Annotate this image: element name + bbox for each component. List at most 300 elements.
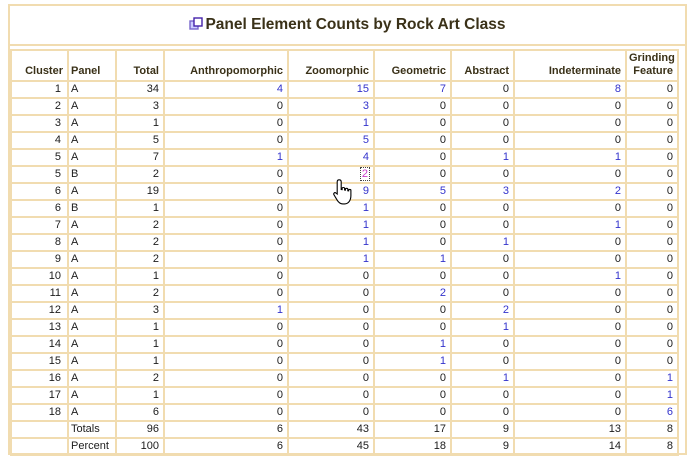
count-cell (164, 200, 288, 217)
total-cell: 19 (116, 183, 164, 200)
cluster-cell: 2 (11, 98, 68, 115)
column-header-abstract: Abstract (451, 50, 514, 81)
count-value: 0 (614, 253, 621, 265)
cluster-cell: 8 (11, 234, 68, 251)
count-cell (374, 285, 451, 302)
count-value: 0 (614, 389, 621, 401)
count-cell (374, 234, 451, 251)
count-value: 0 (666, 270, 673, 282)
table-row (11, 166, 678, 183)
count-cell (374, 183, 451, 200)
total-cell: 2 (116, 217, 164, 234)
count-cell (451, 132, 514, 149)
count-cell (514, 302, 626, 319)
total-cell: 3 (116, 98, 164, 115)
table-row (11, 268, 678, 285)
count-link[interactable]: 1 (502, 151, 509, 163)
panel-cell: A (68, 132, 116, 149)
count-link[interactable]: 1 (362, 253, 369, 265)
total-cell: 6 (116, 404, 164, 421)
count-value: 0 (502, 270, 509, 282)
count-cell (626, 81, 678, 98)
cluster-cell: 1 (11, 81, 68, 98)
count-cell (626, 285, 678, 302)
count-cell (514, 98, 626, 115)
count-cell (626, 200, 678, 217)
count-cell (374, 387, 451, 404)
count-cell (514, 319, 626, 336)
count-cell (514, 115, 626, 132)
count-cell (374, 98, 451, 115)
cluster-cell: 18 (11, 404, 68, 421)
count-value: 0 (666, 134, 673, 146)
total-cell: 2 (116, 370, 164, 387)
count-cell (514, 370, 626, 387)
count-link[interactable]: 15 (356, 83, 369, 95)
count-value: 0 (666, 219, 673, 231)
count-cell (514, 387, 626, 404)
count-value: 0 (502, 338, 509, 350)
count-cell (374, 268, 451, 285)
count-value: 0 (614, 117, 621, 129)
count-cell (374, 81, 451, 98)
table-row (11, 234, 678, 251)
count-value: 0 (614, 355, 621, 367)
panel-cell: B (68, 166, 116, 183)
count-cell (514, 166, 626, 183)
count-link[interactable]: 1 (666, 372, 673, 384)
count-value: 0 (666, 321, 673, 333)
total-cell: 1 (116, 336, 164, 353)
count-cell (451, 353, 514, 370)
count-cell (626, 353, 678, 370)
panel-cell: A (68, 98, 116, 115)
count-cell (514, 200, 626, 217)
count-link[interactable]: 1 (362, 219, 369, 231)
count-value: 0 (666, 100, 673, 112)
count-cell (288, 98, 374, 115)
count-link[interactable]: 5 (362, 134, 369, 146)
count-value: 0 (276, 236, 283, 248)
count-link[interactable]: 3 (362, 100, 369, 112)
total-cell: 2 (116, 251, 164, 268)
summary-count-cell: 6 (164, 438, 288, 455)
panel-cell: A (68, 115, 116, 132)
count-cell (164, 81, 288, 98)
panel-cell: A (68, 149, 116, 166)
count-value: 0 (666, 168, 673, 180)
count-value: 0 (276, 100, 283, 112)
count-cell (626, 404, 678, 421)
total-cell: 2 (116, 234, 164, 251)
count-value: 0 (439, 151, 446, 163)
count-value: 0 (502, 355, 509, 367)
count-cell (626, 336, 678, 353)
count-value: 0 (276, 117, 283, 129)
count-link[interactable]: 1 (502, 372, 509, 384)
count-value: 0 (666, 185, 673, 197)
summary-count-cell: 17 (374, 421, 451, 438)
cluster-cell: 6 (11, 183, 68, 200)
count-cell (451, 115, 514, 132)
count-value: 0 (666, 236, 673, 248)
table-row (11, 251, 678, 268)
cluster-cell: 9 (11, 251, 68, 268)
count-link[interactable]: 1 (276, 304, 283, 316)
summary-count-cell: 45 (288, 438, 374, 455)
table-row (11, 98, 678, 115)
count-cell (374, 353, 451, 370)
count-value: 0 (276, 321, 283, 333)
count-value: 0 (614, 304, 621, 316)
count-value: 0 (502, 117, 509, 129)
count-value: 0 (276, 134, 283, 146)
summary-count-cell: 14 (514, 438, 626, 455)
table-row (11, 353, 678, 370)
total-cell: 2 (116, 285, 164, 302)
panel-cell: A (68, 251, 116, 268)
count-cell (374, 319, 451, 336)
count-cell (374, 302, 451, 319)
count-value: 0 (439, 219, 446, 231)
count-link[interactable]: 1 (614, 151, 621, 163)
count-cell (164, 336, 288, 353)
table-row (11, 217, 678, 234)
count-link[interactable]: 1 (439, 338, 446, 350)
count-cell (288, 200, 374, 217)
empty-cluster-cell (11, 438, 68, 455)
summary-count-cell: 13 (514, 421, 626, 438)
count-cell (626, 387, 678, 404)
count-value: 0 (276, 219, 283, 231)
count-cell (164, 132, 288, 149)
count-link[interactable]: 2 (361, 168, 368, 180)
total-cell: 1 (116, 353, 164, 370)
count-value: 0 (439, 168, 446, 180)
count-cell (514, 336, 626, 353)
count-cell (164, 353, 288, 370)
cluster-cell: 16 (11, 370, 68, 387)
count-value: 0 (502, 83, 509, 95)
count-value: 0 (614, 236, 621, 248)
count-value: 0 (614, 134, 621, 146)
empty-cluster-cell (11, 421, 68, 438)
count-value: 0 (614, 168, 621, 180)
count-cell (288, 285, 374, 302)
count-cell (288, 115, 374, 132)
count-link[interactable]: 8 (614, 83, 621, 95)
count-cell (374, 251, 451, 268)
total-cell: 1 (116, 319, 164, 336)
count-value: 0 (439, 321, 446, 333)
total-cell: 1 (116, 200, 164, 217)
total-cell: 1 (116, 268, 164, 285)
count-link[interactable]: 2 (502, 304, 509, 316)
count-link[interactable]: 7 (439, 83, 446, 95)
count-cell (288, 268, 374, 285)
count-cell (451, 285, 514, 302)
count-link[interactable]: 1 (502, 236, 509, 248)
summary-total-cell: 100 (116, 438, 164, 455)
count-value: 0 (502, 389, 509, 401)
count-value: 0 (502, 134, 509, 146)
count-cell (374, 166, 451, 183)
count-value: 0 (666, 253, 673, 265)
count-cell (288, 81, 374, 98)
column-header-indeterminate: Indeterminate (514, 50, 626, 81)
count-cell (164, 370, 288, 387)
count-value: 0 (439, 202, 446, 214)
column-header-zoomorphic: Zoomorphic (288, 50, 374, 81)
table-row (11, 132, 678, 149)
count-cell (164, 268, 288, 285)
count-value: 0 (666, 338, 673, 350)
count-value: 0 (362, 321, 369, 333)
report-title-bar (10, 6, 685, 46)
count-link[interactable]: 1 (362, 117, 369, 129)
report-frame (8, 4, 687, 455)
count-cell (164, 387, 288, 404)
count-cell (164, 149, 288, 166)
count-cell (451, 98, 514, 115)
total-cell: 3 (116, 302, 164, 319)
table-row (11, 200, 678, 217)
count-link[interactable]: 5 (439, 185, 446, 197)
summary-count-cell: 43 (288, 421, 374, 438)
count-cell (514, 353, 626, 370)
column-header-cluster: Cluster (11, 50, 68, 81)
summary-label-cell: Totals (68, 421, 116, 438)
count-cell (626, 183, 678, 200)
panel-cell: A (68, 81, 116, 98)
count-cell (626, 149, 678, 166)
count-cell (288, 132, 374, 149)
count-value: 0 (666, 287, 673, 299)
panel-cell: A (68, 183, 116, 200)
count-link[interactable]: 1 (614, 270, 621, 282)
count-value: 0 (614, 338, 621, 350)
summary-count-cell: 9 (451, 421, 514, 438)
count-cell (514, 285, 626, 302)
count-cell (451, 81, 514, 98)
panel-cell: A (68, 404, 116, 421)
cluster-cell: 4 (11, 132, 68, 149)
panel-cell: A (68, 234, 116, 251)
count-cell (374, 404, 451, 421)
column-header-panel: Panel (68, 50, 116, 81)
count-link[interactable]: 4 (276, 83, 283, 95)
summary-count-cell: 8 (626, 421, 678, 438)
header-row (11, 50, 678, 81)
count-cell (288, 302, 374, 319)
count-value: 0 (614, 202, 621, 214)
count-cell (164, 285, 288, 302)
count-value: 0 (276, 338, 283, 350)
column-header-total: Total (116, 50, 164, 81)
count-cell (451, 183, 514, 200)
column-header-grinding-feature: Grinding Feature (626, 50, 678, 81)
count-cell (164, 217, 288, 234)
count-value: 0 (666, 304, 673, 316)
count-value: 0 (439, 134, 446, 146)
panel-element-counts-table (10, 49, 679, 456)
summary-total-cell: 96 (116, 421, 164, 438)
count-cell (374, 115, 451, 132)
total-cell: 1 (116, 115, 164, 132)
count-value: 0 (439, 389, 446, 401)
cluster-cell: 6 (11, 200, 68, 217)
count-cell (164, 404, 288, 421)
count-link[interactable]: 1 (276, 151, 283, 163)
count-cell (626, 319, 678, 336)
table-row (11, 302, 678, 319)
table-row (11, 319, 678, 336)
summary-count-cell: 8 (626, 438, 678, 455)
cluster-cell: 13 (11, 319, 68, 336)
panel-cell: A (68, 268, 116, 285)
count-link[interactable]: 3 (502, 185, 509, 197)
count-cell (288, 183, 374, 200)
count-cell (451, 370, 514, 387)
count-link[interactable]: 6 (666, 406, 673, 418)
count-link[interactable]: 4 (362, 151, 369, 163)
count-cell (514, 404, 626, 421)
count-link[interactable]: 1 (439, 355, 446, 367)
cluster-cell: 10 (11, 268, 68, 285)
count-cell (374, 200, 451, 217)
count-value: 0 (362, 355, 369, 367)
count-value: 0 (362, 372, 369, 384)
count-value: 0 (614, 321, 621, 333)
count-cell (288, 166, 374, 183)
count-value: 0 (276, 270, 283, 282)
count-value: 0 (276, 287, 283, 299)
cluster-cell: 5 (11, 149, 68, 166)
count-cell (451, 387, 514, 404)
count-link[interactable]: 2 (614, 185, 621, 197)
count-link[interactable]: 9 (362, 185, 369, 197)
count-value: 0 (276, 389, 283, 401)
total-cell: 7 (116, 149, 164, 166)
count-value: 0 (439, 236, 446, 248)
panel-cell: B (68, 200, 116, 217)
count-value: 0 (502, 219, 509, 231)
table-row (11, 115, 678, 132)
count-cell (451, 149, 514, 166)
count-value: 0 (276, 185, 283, 197)
count-cell (514, 217, 626, 234)
window-restore-icon[interactable] (189, 17, 203, 35)
count-cell (451, 268, 514, 285)
count-link[interactable]: 2 (439, 287, 446, 299)
count-value: 0 (439, 304, 446, 316)
column-header-anthropomorphic: Anthropomorphic (164, 50, 288, 81)
totals-row (11, 421, 678, 438)
count-value: 0 (614, 287, 621, 299)
count-value: 0 (439, 372, 446, 384)
cluster-cell: 5 (11, 166, 68, 183)
count-value: 0 (502, 253, 509, 265)
panel-cell: A (68, 217, 116, 234)
panel-cell: A (68, 370, 116, 387)
panel-cell: A (68, 319, 116, 336)
count-value: 0 (666, 151, 673, 163)
panel-cell: A (68, 387, 116, 404)
count-link[interactable]: 1 (502, 321, 509, 333)
count-value: 0 (362, 338, 369, 350)
page-title: Panel Element Counts by Rock Art Class (205, 16, 506, 33)
count-cell (374, 149, 451, 166)
count-value: 0 (362, 287, 369, 299)
count-cell (626, 370, 678, 387)
count-value: 0 (362, 304, 369, 316)
count-cell (164, 251, 288, 268)
count-cell (451, 217, 514, 234)
cluster-cell: 12 (11, 302, 68, 319)
cluster-cell: 11 (11, 285, 68, 302)
count-value: 0 (666, 83, 673, 95)
panel-cell: A (68, 302, 116, 319)
percent-row (11, 438, 678, 455)
count-value: 0 (666, 355, 673, 367)
panel-cell: A (68, 285, 116, 302)
count-link[interactable]: 1 (362, 236, 369, 248)
count-cell (288, 336, 374, 353)
count-cell (451, 234, 514, 251)
count-value: 0 (614, 372, 621, 384)
count-cell (164, 115, 288, 132)
table-row (11, 149, 678, 166)
count-cell (374, 217, 451, 234)
count-cell (164, 319, 288, 336)
count-cell (626, 217, 678, 234)
panel-cell: A (68, 353, 116, 370)
table-row (11, 387, 678, 404)
total-cell: 2 (116, 166, 164, 183)
table-row (11, 404, 678, 421)
count-link[interactable]: 1 (666, 389, 673, 401)
count-cell (451, 319, 514, 336)
count-cell (514, 81, 626, 98)
count-cell (514, 132, 626, 149)
count-value: 0 (276, 355, 283, 367)
count-value: 0 (439, 406, 446, 418)
count-cell (288, 217, 374, 234)
table-row (11, 370, 678, 387)
count-value: 0 (502, 406, 509, 418)
count-value: 0 (614, 100, 621, 112)
count-cell (514, 149, 626, 166)
count-cell (451, 404, 514, 421)
count-link[interactable]: 1 (362, 202, 369, 214)
count-cell (451, 166, 514, 183)
count-link[interactable]: 1 (614, 219, 621, 231)
cluster-cell: 17 (11, 387, 68, 404)
panel-cell: A (68, 336, 116, 353)
count-cell (288, 234, 374, 251)
summary-count-cell: 18 (374, 438, 451, 455)
count-cell (288, 370, 374, 387)
total-cell: 34 (116, 81, 164, 98)
table-row (11, 336, 678, 353)
column-header-geometric: Geometric (374, 50, 451, 81)
count-link[interactable]: 1 (439, 253, 446, 265)
count-value: 0 (439, 100, 446, 112)
count-value: 0 (502, 168, 509, 180)
count-value: 0 (502, 100, 509, 112)
count-cell (374, 370, 451, 387)
count-value: 0 (439, 270, 446, 282)
